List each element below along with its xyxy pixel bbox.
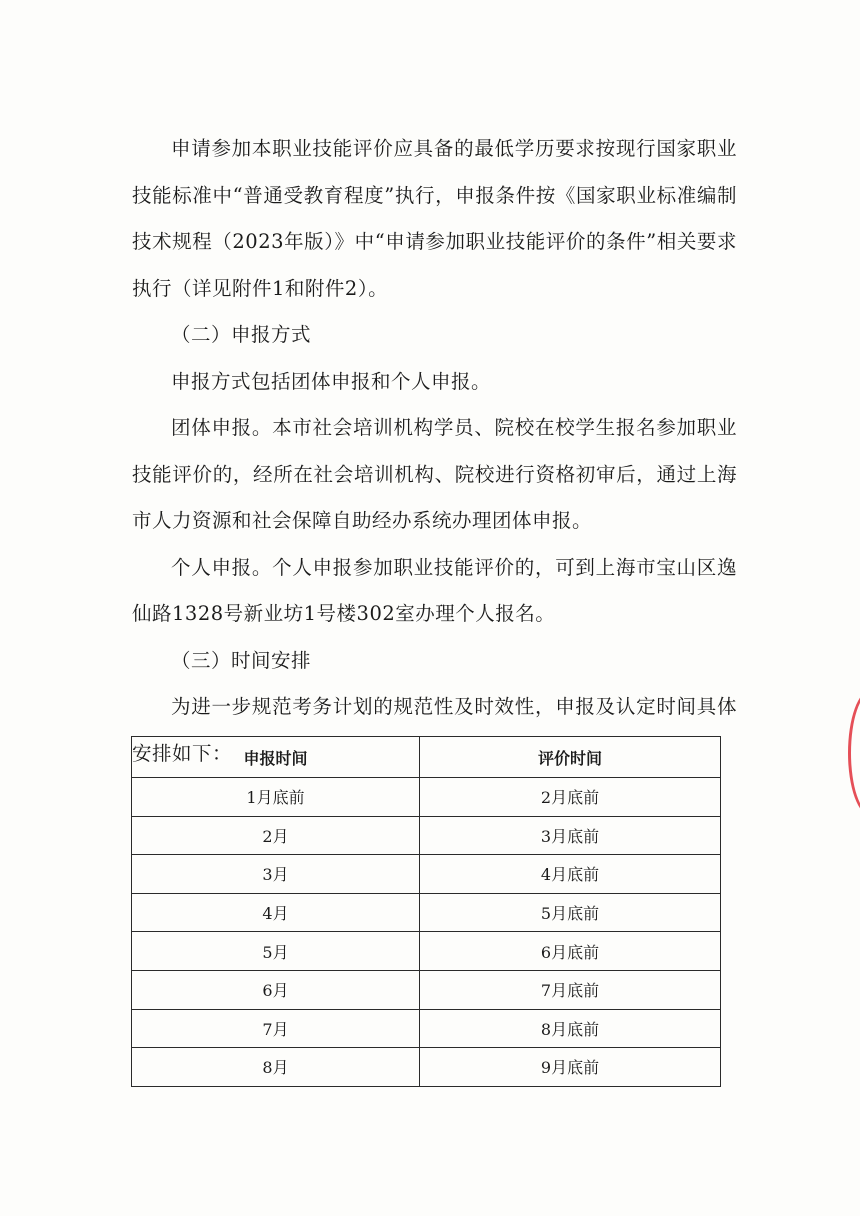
- table-row: [132, 932, 721, 971]
- cell-application-time: 7月: [132, 1009, 420, 1048]
- cell-evaluation-time: 7月底前: [420, 970, 721, 1009]
- schedule-table: [131, 736, 721, 1087]
- heading-application-method: （二）申报方式: [171, 323, 312, 346]
- table-row: [132, 893, 721, 932]
- header-application-time: 申报时间: [132, 737, 420, 778]
- table-row: [132, 1048, 721, 1087]
- cell-application-time: 2月: [132, 816, 420, 855]
- table-row: [132, 816, 721, 855]
- heading-schedule: （三）时间安排: [171, 648, 312, 672]
- cell-application-time: 5月: [132, 932, 420, 971]
- table-row: [132, 855, 721, 894]
- paragraph-requirements: 申请参加本职业技能评价应具备的最低学历要求按现行国家职业技能标准中“普通受教育程度”执行，申报条件按《国家职业标准编制技术规程（2023年版）》中“申请参加职业技能评价的条件”相关要求执行（详见附件1和附件2）。: [132, 137, 737, 300]
- cell-evaluation-time: 6月底前: [420, 932, 721, 971]
- table-row: [132, 778, 721, 817]
- table-row: [132, 970, 721, 1009]
- table-row: [132, 1009, 721, 1048]
- cell-application-time: 4月: [132, 893, 420, 932]
- cell-evaluation-time: 2月底前: [420, 778, 721, 817]
- paragraph-individual-application: 个人申报。个人申报参加职业技能评价的，可到上海市宝山区逸仙路1328号新业坊1号楼302室办理个人报名。: [132, 555, 737, 625]
- cell-evaluation-time: 3月底前: [420, 816, 721, 855]
- cell-evaluation-time: 8月底前: [420, 1009, 721, 1048]
- table-header-row: [132, 737, 721, 778]
- cell-application-time: 1月底前: [132, 778, 420, 817]
- red-seal-stamp: [848, 690, 860, 816]
- body-text: [132, 126, 737, 777]
- cell-application-time: 8月: [132, 1048, 420, 1087]
- cell-evaluation-time: 4月底前: [420, 855, 721, 894]
- cell-application-time: 3月: [132, 855, 420, 894]
- cell-evaluation-time: 5月底前: [420, 893, 721, 932]
- header-evaluation-time: 评价时间: [420, 737, 721, 778]
- paragraph-schedule-intro: 为进一步规范考务计划的规范性及时效性，申报及认定时间具体安排如下：: [132, 695, 737, 765]
- cell-application-time: 6月: [132, 970, 420, 1009]
- schedule-table-container: [131, 736, 721, 1087]
- cell-evaluation-time: 9月底前: [420, 1048, 721, 1087]
- paragraph-application-types: 申报方式包括团体申报和个人申报。: [171, 369, 492, 393]
- paragraph-group-application: 团体申报。本市社会培训机构学员、院校在校学生报名参加职业技能评价的，经所在社会培训机构、院校进行资格初审后，通过上海市人力资源和社会保障自助经办系统办理团体申报。: [132, 416, 737, 532]
